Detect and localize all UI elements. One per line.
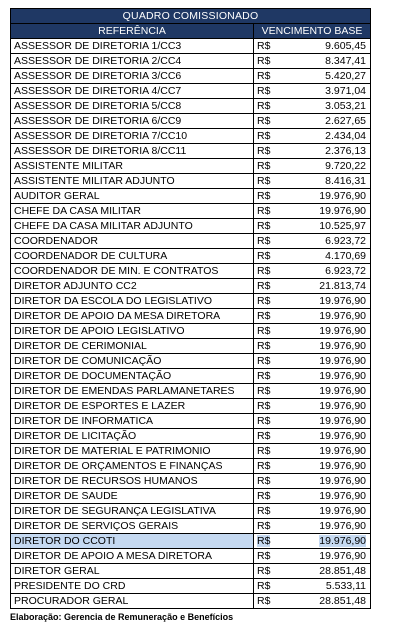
- cell-currency[interactable]: [254, 174, 276, 189]
- cell-currency[interactable]: [254, 159, 276, 174]
- cell-vencimento-base[interactable]: [276, 189, 371, 204]
- cell-vencimento-base[interactable]: [276, 549, 371, 564]
- cell-currency-text: R$: [257, 295, 271, 307]
- cell-referencia[interactable]: [11, 459, 254, 474]
- cell-currency-text: R$: [257, 310, 271, 322]
- cell-vencimento-base[interactable]: [276, 204, 371, 219]
- cell-vencimento-base[interactable]: [276, 234, 371, 249]
- cell-referencia-text: ASSESSOR DE DIRETORIA 5/CC8: [14, 100, 182, 112]
- cell-currency-text: R$: [257, 85, 271, 97]
- table-row[interactable]: [11, 384, 371, 399]
- cell-referencia[interactable]: [11, 84, 254, 99]
- table-row[interactable]: [11, 189, 371, 204]
- cell-referencia[interactable]: [11, 504, 254, 519]
- table-row[interactable]: [11, 309, 371, 324]
- cell-currency-text: R$: [257, 565, 271, 577]
- table-row[interactable]: [11, 459, 371, 474]
- cell-currency-text: R$: [257, 430, 271, 442]
- cell-referencia-text: DIRETOR DE INFORMATICA: [14, 415, 154, 427]
- cell-referencia[interactable]: [11, 444, 254, 459]
- cell-currency[interactable]: [254, 579, 276, 594]
- cell-referencia-text: DIRETOR DE ORÇAMENTOS E FINANÇAS: [14, 460, 223, 472]
- cell-currency-text: R$: [257, 115, 271, 127]
- cell-currency-text: R$: [257, 235, 271, 247]
- cell-currency[interactable]: [254, 249, 276, 264]
- cell-vencimento-base[interactable]: [276, 279, 371, 294]
- cell-referencia-text: DIRETOR DE DOCUMENTAÇÃO: [14, 370, 172, 382]
- table-title-row: [11, 9, 371, 24]
- cell-referencia[interactable]: [11, 474, 254, 489]
- cell-vencimento-base-text: 2.434,04: [325, 130, 367, 142]
- cell-vencimento-base-text: 19.976,90: [319, 340, 367, 352]
- cell-currency-text: R$: [257, 100, 271, 112]
- cell-referencia-text: AUDITOR GERAL: [14, 190, 100, 202]
- cell-vencimento-base-text: 6.923,72: [325, 265, 367, 277]
- cell-vencimento-base[interactable]: [276, 459, 371, 474]
- cell-referencia-text: DIRETOR DE LICITAÇÃO: [14, 430, 137, 442]
- cell-referencia-text: DIRETOR DE MATERIAL E PATRIMONIO: [14, 445, 211, 457]
- cell-vencimento-base-text: 19.976,90: [319, 295, 367, 307]
- cell-referencia[interactable]: [11, 579, 254, 594]
- cell-referencia[interactable]: [11, 309, 254, 324]
- cell-vencimento-base[interactable]: [276, 339, 371, 354]
- cell-currency[interactable]: [254, 459, 276, 474]
- cell-vencimento-base-text: 4.170,69: [325, 250, 367, 262]
- cell-currency[interactable]: [254, 549, 276, 564]
- cell-currency-text: R$: [257, 130, 271, 142]
- cell-vencimento-base-text: 21.813,74: [319, 280, 367, 292]
- cell-currency-text: R$: [257, 250, 271, 262]
- table-row[interactable]: [11, 279, 371, 294]
- column-header-referencia: REFERÊNCIA: [11, 24, 254, 39]
- cell-currency-text: R$: [257, 190, 271, 202]
- cell-vencimento-base-text: 2.376,13: [325, 145, 367, 157]
- cell-vencimento-base-text: 19.976,90: [319, 430, 367, 442]
- cell-vencimento-base-text: 3.971,04: [325, 85, 367, 97]
- cell-currency[interactable]: [254, 399, 276, 414]
- cell-currency[interactable]: [254, 99, 276, 114]
- cell-currency[interactable]: [254, 594, 276, 609]
- table-header-row: [11, 24, 371, 39]
- table-row[interactable]: [11, 444, 371, 459]
- cell-vencimento-base-text: 19.976,90: [319, 415, 367, 427]
- cell-vencimento-base[interactable]: [276, 54, 371, 69]
- cell-vencimento-base[interactable]: [276, 159, 371, 174]
- cell-referencia[interactable]: [11, 219, 254, 234]
- cell-currency-text: R$: [257, 370, 271, 382]
- cell-referencia-text: ASSESSOR DE DIRETORIA 3/CC6: [14, 70, 182, 82]
- cell-currency-text: R$: [257, 70, 271, 82]
- table-row[interactable]: [11, 294, 371, 309]
- table-row[interactable]: [11, 264, 371, 279]
- cell-vencimento-base[interactable]: [276, 219, 371, 234]
- table-row[interactable]: [11, 519, 371, 534]
- cell-vencimento-base[interactable]: [276, 444, 371, 459]
- cell-currency-text: R$: [257, 40, 271, 52]
- cell-vencimento-base[interactable]: [276, 144, 371, 159]
- cell-referencia[interactable]: [11, 144, 254, 159]
- cell-referencia-text: ASSISTENTE MILITAR: [14, 160, 123, 172]
- cell-referencia-text: DIRETOR DE APOIO LEGISLATIVO: [14, 325, 185, 337]
- cell-vencimento-base[interactable]: [276, 474, 371, 489]
- cell-referencia[interactable]: [11, 429, 254, 444]
- table-row[interactable]: [11, 354, 371, 369]
- quadro-comissionado-sheet: [10, 8, 370, 609]
- cell-referencia[interactable]: [11, 69, 254, 84]
- cell-vencimento-base[interactable]: [276, 84, 371, 99]
- cell-referencia[interactable]: [11, 189, 254, 204]
- cell-vencimento-base-text: 19.976,90: [319, 535, 367, 547]
- cell-referencia[interactable]: [11, 549, 254, 564]
- table-title: QUADRO COMISSIONADO: [11, 9, 371, 24]
- table-row[interactable]: [11, 339, 371, 354]
- cell-referencia[interactable]: [11, 519, 254, 534]
- cell-vencimento-base[interactable]: [276, 69, 371, 84]
- cell-referencia-text: DIRETOR DE COMUNICAÇÃO: [14, 355, 162, 367]
- table-row[interactable]: [11, 114, 371, 129]
- cell-currency[interactable]: [254, 384, 276, 399]
- cell-referencia-text: DIRETOR DE ESPORTES E LAZER: [14, 400, 186, 412]
- table-row[interactable]: [11, 549, 371, 564]
- cell-vencimento-base-text: 5.420,27: [325, 70, 367, 82]
- cell-currency-text: R$: [257, 475, 271, 487]
- table-row[interactable]: [11, 504, 371, 519]
- cell-vencimento-base[interactable]: [276, 579, 371, 594]
- cell-vencimento-base-text: 19.976,90: [319, 355, 367, 367]
- cell-currency-text: R$: [257, 550, 271, 562]
- cell-currency-text: R$: [257, 145, 271, 157]
- cell-referencia-text: DIRETOR DE APOIO DA MESA DIRETORA: [14, 310, 221, 322]
- cell-referencia[interactable]: [11, 339, 254, 354]
- cell-referencia-text: ASSISTENTE MILITAR ADJUNTO: [14, 175, 175, 187]
- cell-currency-text: R$: [257, 220, 271, 232]
- cell-currency[interactable]: [254, 219, 276, 234]
- table-row[interactable]: [11, 564, 371, 579]
- cell-vencimento-base-text: 2.627,65: [325, 115, 367, 127]
- cell-vencimento-base-text: 19.976,90: [319, 385, 367, 397]
- cell-vencimento-base-text: 6.923,72: [325, 235, 367, 247]
- cell-referencia-text: COORDENADOR DE CULTURA: [14, 250, 168, 262]
- cell-currency[interactable]: [254, 54, 276, 69]
- cell-referencia-text: DIRETOR DE SERVIÇOS GERAIS: [14, 520, 179, 532]
- cell-vencimento-base[interactable]: [276, 594, 371, 609]
- cell-referencia[interactable]: [11, 159, 254, 174]
- cell-referencia[interactable]: [11, 234, 254, 249]
- cell-referencia-text: DIRETOR DE SAUDE: [14, 490, 118, 502]
- cell-referencia-text: DIRETOR ADJUNTO CC2: [14, 280, 137, 292]
- cell-referencia-text: DIRETOR DE SEGURANÇA LEGISLATIVA: [14, 505, 216, 517]
- cell-vencimento-base-text: 3.053,21: [325, 100, 367, 112]
- table-row[interactable]: [11, 204, 371, 219]
- table-row[interactable]: [11, 489, 371, 504]
- cell-currency[interactable]: [254, 204, 276, 219]
- table-row[interactable]: [11, 234, 371, 249]
- cell-currency[interactable]: [254, 534, 276, 549]
- table-row[interactable]: [11, 39, 371, 54]
- cell-referencia-text: COORDENADOR: [14, 235, 99, 247]
- cell-vencimento-base[interactable]: [276, 324, 371, 339]
- cell-currency[interactable]: [254, 84, 276, 99]
- cell-referencia-text: DIRETOR DE RECURSOS HUMANOS: [14, 475, 198, 487]
- cell-vencimento-base-text: 28.851,48: [319, 565, 367, 577]
- cell-vencimento-base[interactable]: [276, 489, 371, 504]
- cell-referencia[interactable]: [11, 99, 254, 114]
- cell-currency[interactable]: [254, 294, 276, 309]
- cell-currency[interactable]: [254, 444, 276, 459]
- cell-referencia-text: DIRETOR GERAL: [14, 565, 100, 577]
- cell-referencia[interactable]: [11, 114, 254, 129]
- cell-vencimento-base-text: 19.976,90: [319, 505, 367, 517]
- cell-currency-text: R$: [257, 400, 271, 412]
- table-row[interactable]: [11, 249, 371, 264]
- cell-referencia-text: COORDENADOR DE MIN. E CONTRATOS: [14, 265, 219, 277]
- cell-referencia[interactable]: [11, 279, 254, 294]
- cell-referencia[interactable]: [11, 489, 254, 504]
- cell-referencia-text: ASSESSOR DE DIRETORIA 1/CC3: [14, 40, 182, 52]
- cell-referencia[interactable]: [11, 174, 254, 189]
- cell-currency-text: R$: [257, 55, 271, 67]
- cell-vencimento-base[interactable]: [276, 504, 371, 519]
- cell-referencia[interactable]: [11, 249, 254, 264]
- cell-referencia-text: DIRETOR DE EMENDAS PARLAMANETARES: [14, 385, 235, 397]
- cell-currency-text: R$: [257, 265, 271, 277]
- cell-currency[interactable]: [254, 189, 276, 204]
- cell-vencimento-base[interactable]: [276, 309, 371, 324]
- table-row[interactable]: [11, 219, 371, 234]
- table-row[interactable]: [11, 414, 371, 429]
- cell-vencimento-base[interactable]: [276, 384, 371, 399]
- cell-vencimento-base[interactable]: [276, 534, 371, 549]
- cell-vencimento-base[interactable]: [276, 399, 371, 414]
- cell-referencia-text: DIRETOR DA ESCOLA DO LEGISLATIVO: [14, 295, 213, 307]
- table-row[interactable]: [11, 474, 371, 489]
- cell-currency-text: R$: [257, 580, 271, 592]
- table-row[interactable]: [11, 144, 371, 159]
- cell-currency[interactable]: [254, 129, 276, 144]
- cell-currency[interactable]: [254, 564, 276, 579]
- cell-referencia[interactable]: [11, 384, 254, 399]
- cell-referencia[interactable]: [11, 129, 254, 144]
- cell-referencia[interactable]: [11, 354, 254, 369]
- cell-currency[interactable]: [254, 144, 276, 159]
- cell-referencia[interactable]: [11, 264, 254, 279]
- cell-referencia-text: DIRETOR DE APOIO A MESA DIRETORA: [14, 550, 212, 562]
- cell-vencimento-base[interactable]: [276, 294, 371, 309]
- cell-vencimento-base-text: 19.976,90: [319, 310, 367, 322]
- cell-vencimento-base[interactable]: [276, 264, 371, 279]
- cell-vencimento-base[interactable]: [276, 39, 371, 54]
- cell-referencia[interactable]: [11, 204, 254, 219]
- cell-vencimento-base-text: 19.976,90: [319, 400, 367, 412]
- cell-vencimento-base-text: 9.605,45: [325, 40, 367, 52]
- cell-vencimento-base-text: 28.851,48: [319, 595, 367, 607]
- cell-vencimento-base-text: 5.533,11: [325, 580, 367, 592]
- cell-vencimento-base[interactable]: [276, 414, 371, 429]
- cell-referencia-text: ASSESSOR DE DIRETORIA 4/CC7: [14, 85, 182, 97]
- cell-referencia-text: CHEFE DA CASA MILITAR: [14, 205, 141, 217]
- table-row[interactable]: [11, 99, 371, 114]
- cell-currency[interactable]: [254, 279, 276, 294]
- cell-currency[interactable]: [254, 309, 276, 324]
- cell-currency[interactable]: [254, 414, 276, 429]
- cell-referencia-text: ASSESSOR DE DIRETORIA 7/CC10: [14, 130, 188, 142]
- cell-referencia-text: CHEFE DA CASA MILITAR ADJUNTO: [14, 220, 193, 232]
- cell-currency[interactable]: [254, 234, 276, 249]
- cell-referencia-text: PRESIDENTE DO CRD: [14, 580, 126, 592]
- source-note: Elaboração: Gerencia de Remuneração e Benefícios: [10, 612, 234, 622]
- cell-referencia[interactable]: [11, 594, 254, 609]
- cell-vencimento-base-text: 9.720,22: [325, 160, 367, 172]
- quadro-comissionado-table: [10, 8, 371, 609]
- cell-vencimento-base[interactable]: [276, 519, 371, 534]
- table-row[interactable]: [11, 159, 371, 174]
- cell-referencia[interactable]: [11, 39, 254, 54]
- cell-currency[interactable]: [254, 339, 276, 354]
- cell-vencimento-base[interactable]: [276, 99, 371, 114]
- cell-referencia[interactable]: [11, 324, 254, 339]
- table-row[interactable]: [11, 369, 371, 384]
- table-row[interactable]: [11, 579, 371, 594]
- cell-currency-text: R$: [257, 505, 271, 517]
- cell-vencimento-base-text: 19.976,90: [319, 190, 367, 202]
- cell-currency[interactable]: [254, 429, 276, 444]
- cell-currency[interactable]: [254, 504, 276, 519]
- cell-vencimento-base[interactable]: [276, 129, 371, 144]
- cell-referencia-text: ASSESSOR DE DIRETORIA 6/CC9: [14, 115, 182, 127]
- cell-vencimento-base[interactable]: [276, 249, 371, 264]
- cell-currency[interactable]: [254, 324, 276, 339]
- cell-currency-text: R$: [257, 385, 271, 397]
- cell-currency-text: R$: [257, 445, 271, 457]
- cell-vencimento-base-text: 19.976,90: [319, 325, 367, 337]
- cell-currency-text: R$: [257, 355, 271, 367]
- cell-vencimento-base[interactable]: [276, 429, 371, 444]
- cell-currency[interactable]: [254, 369, 276, 384]
- cell-currency[interactable]: [254, 69, 276, 84]
- cell-referencia[interactable]: [11, 54, 254, 69]
- cell-vencimento-base-text: 19.976,90: [319, 550, 367, 562]
- cell-vencimento-base-text: 10.525,97: [319, 220, 367, 232]
- cell-vencimento-base-text: 19.976,90: [319, 205, 367, 217]
- table-row[interactable]: [11, 594, 371, 609]
- cell-currency-text: R$: [257, 280, 271, 292]
- cell-vencimento-base-text: 19.976,90: [319, 460, 367, 472]
- cell-referencia-text: ASSESSOR DE DIRETORIA 2/CC4: [14, 55, 182, 67]
- table-row[interactable]: [11, 429, 371, 444]
- cell-currency-text: R$: [257, 340, 271, 352]
- cell-vencimento-base-text: 19.976,90: [319, 490, 367, 502]
- cell-referencia[interactable]: [11, 564, 254, 579]
- cell-referencia[interactable]: [11, 414, 254, 429]
- cell-vencimento-base-text: 19.976,90: [319, 520, 367, 532]
- cell-currency[interactable]: [254, 264, 276, 279]
- cell-currency-text: R$: [257, 490, 271, 502]
- table-row[interactable]: [11, 399, 371, 414]
- cell-vencimento-base[interactable]: [276, 114, 371, 129]
- cell-currency[interactable]: [254, 354, 276, 369]
- table-row[interactable]: [11, 324, 371, 339]
- cell-referencia-text: ASSESSOR DE DIRETORIA 8/CC11: [14, 145, 187, 157]
- cell-vencimento-base[interactable]: [276, 354, 371, 369]
- table-row[interactable]: [11, 534, 371, 549]
- cell-referencia-text: PROCURADOR GERAL: [14, 595, 129, 607]
- cell-currency-text: R$: [257, 595, 271, 607]
- table-row[interactable]: [11, 69, 371, 84]
- cell-vencimento-base[interactable]: [276, 369, 371, 384]
- cell-currency-text: R$: [257, 175, 271, 187]
- cell-currency[interactable]: [254, 519, 276, 534]
- table-row[interactable]: [11, 174, 371, 189]
- cell-vencimento-base-text: 19.976,90: [319, 445, 367, 457]
- table-row[interactable]: [11, 54, 371, 69]
- cell-vencimento-base[interactable]: [276, 564, 371, 579]
- cell-vencimento-base[interactable]: [276, 174, 371, 189]
- cell-currency-text: R$: [257, 520, 271, 532]
- table-row[interactable]: [11, 129, 371, 144]
- cell-currency-text: R$: [257, 205, 271, 217]
- cell-currency[interactable]: [254, 474, 276, 489]
- table-body: [11, 39, 371, 609]
- cell-referencia[interactable]: [11, 369, 254, 384]
- cell-currency[interactable]: [254, 114, 276, 129]
- cell-currency-text: R$: [257, 415, 271, 427]
- cell-vencimento-base-text: 8.416,31: [325, 175, 367, 187]
- cell-vencimento-base-text: 8.347,41: [325, 55, 367, 67]
- cell-referencia[interactable]: [11, 294, 254, 309]
- cell-referencia[interactable]: [11, 399, 254, 414]
- cell-currency-text: R$: [257, 160, 271, 172]
- column-header-vencimento: VENCIMENTO BASE: [254, 24, 371, 39]
- cell-currency-text: R$: [257, 535, 271, 547]
- cell-currency-text: R$: [257, 460, 271, 472]
- cell-currency-text: R$: [257, 325, 271, 337]
- cell-referencia-text: DIRETOR DO CCOTI: [14, 535, 116, 547]
- cell-vencimento-base-text: 19.976,90: [319, 475, 367, 487]
- table-row[interactable]: [11, 84, 371, 99]
- cell-referencia[interactable]: [11, 534, 254, 549]
- cell-currency[interactable]: [254, 39, 276, 54]
- cell-vencimento-base-text: 19.976,90: [319, 370, 367, 382]
- cell-referencia-text: DIRETOR DE CERIMONIAL: [14, 340, 147, 352]
- cell-currency[interactable]: [254, 489, 276, 504]
